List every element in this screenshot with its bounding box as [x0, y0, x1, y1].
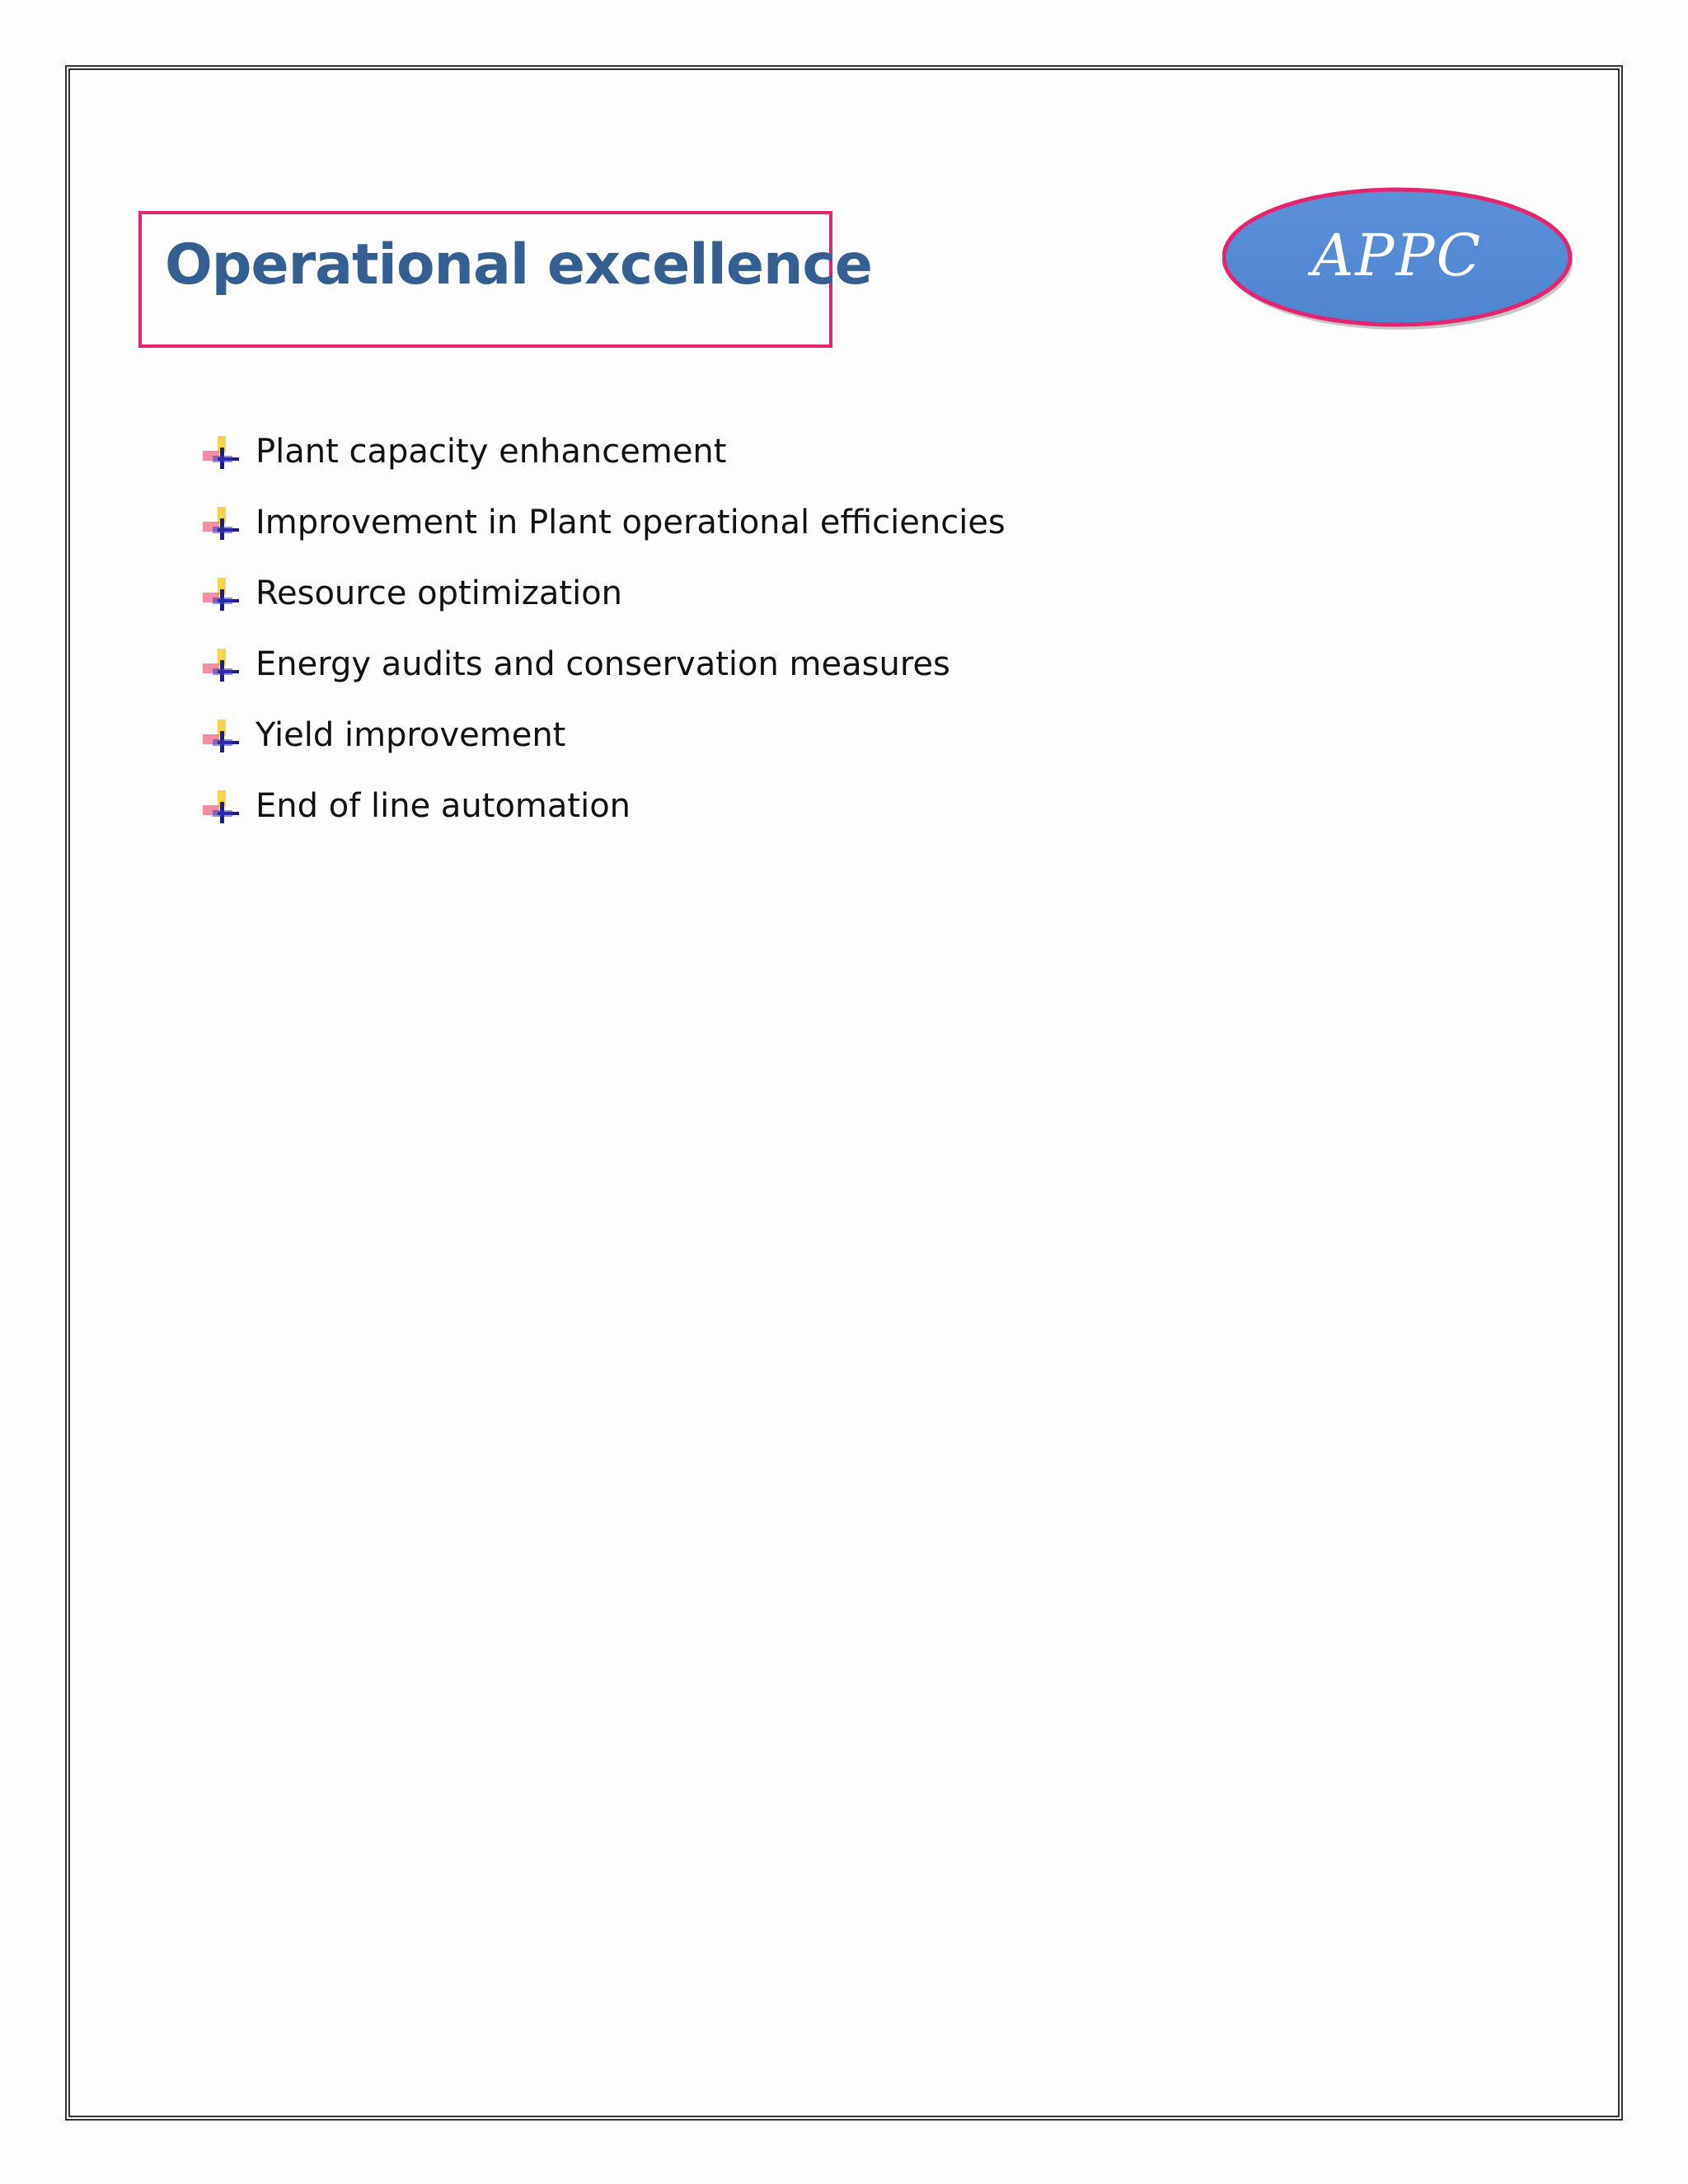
page-border	[65, 65, 1623, 2121]
list-item	[201, 487, 1006, 558]
plus-bullet-icon	[201, 716, 239, 754]
plus-bullet-icon	[201, 433, 239, 471]
bullet-text: Plant capacity enhancement	[256, 433, 727, 471]
plus-bullet-icon	[201, 574, 239, 612]
list-item	[201, 771, 1006, 841]
list-item	[201, 416, 1006, 487]
bullet-text: End of line automation	[256, 787, 631, 825]
plus-bullet-icon	[201, 645, 239, 683]
logo-ellipse-graphic	[1222, 185, 1577, 333]
bullet-list	[201, 416, 1006, 841]
list-item	[201, 558, 1006, 629]
appc-logo	[1222, 185, 1577, 333]
bullet-text: Resource optimization	[256, 574, 623, 612]
page-title: Operational excellence	[165, 232, 872, 298]
title-box	[138, 211, 872, 348]
list-item	[201, 629, 1006, 700]
logo-text: APPC	[1311, 222, 1483, 289]
plus-bullet-icon	[201, 787, 239, 825]
list-item	[201, 700, 1006, 771]
bullet-text: Energy audits and conservation measures	[256, 645, 950, 683]
plus-bullet-icon	[201, 504, 239, 541]
bullet-text: Improvement in Plant operational efficiencies	[256, 504, 1006, 541]
bullet-text: Yield improvement	[256, 716, 566, 754]
